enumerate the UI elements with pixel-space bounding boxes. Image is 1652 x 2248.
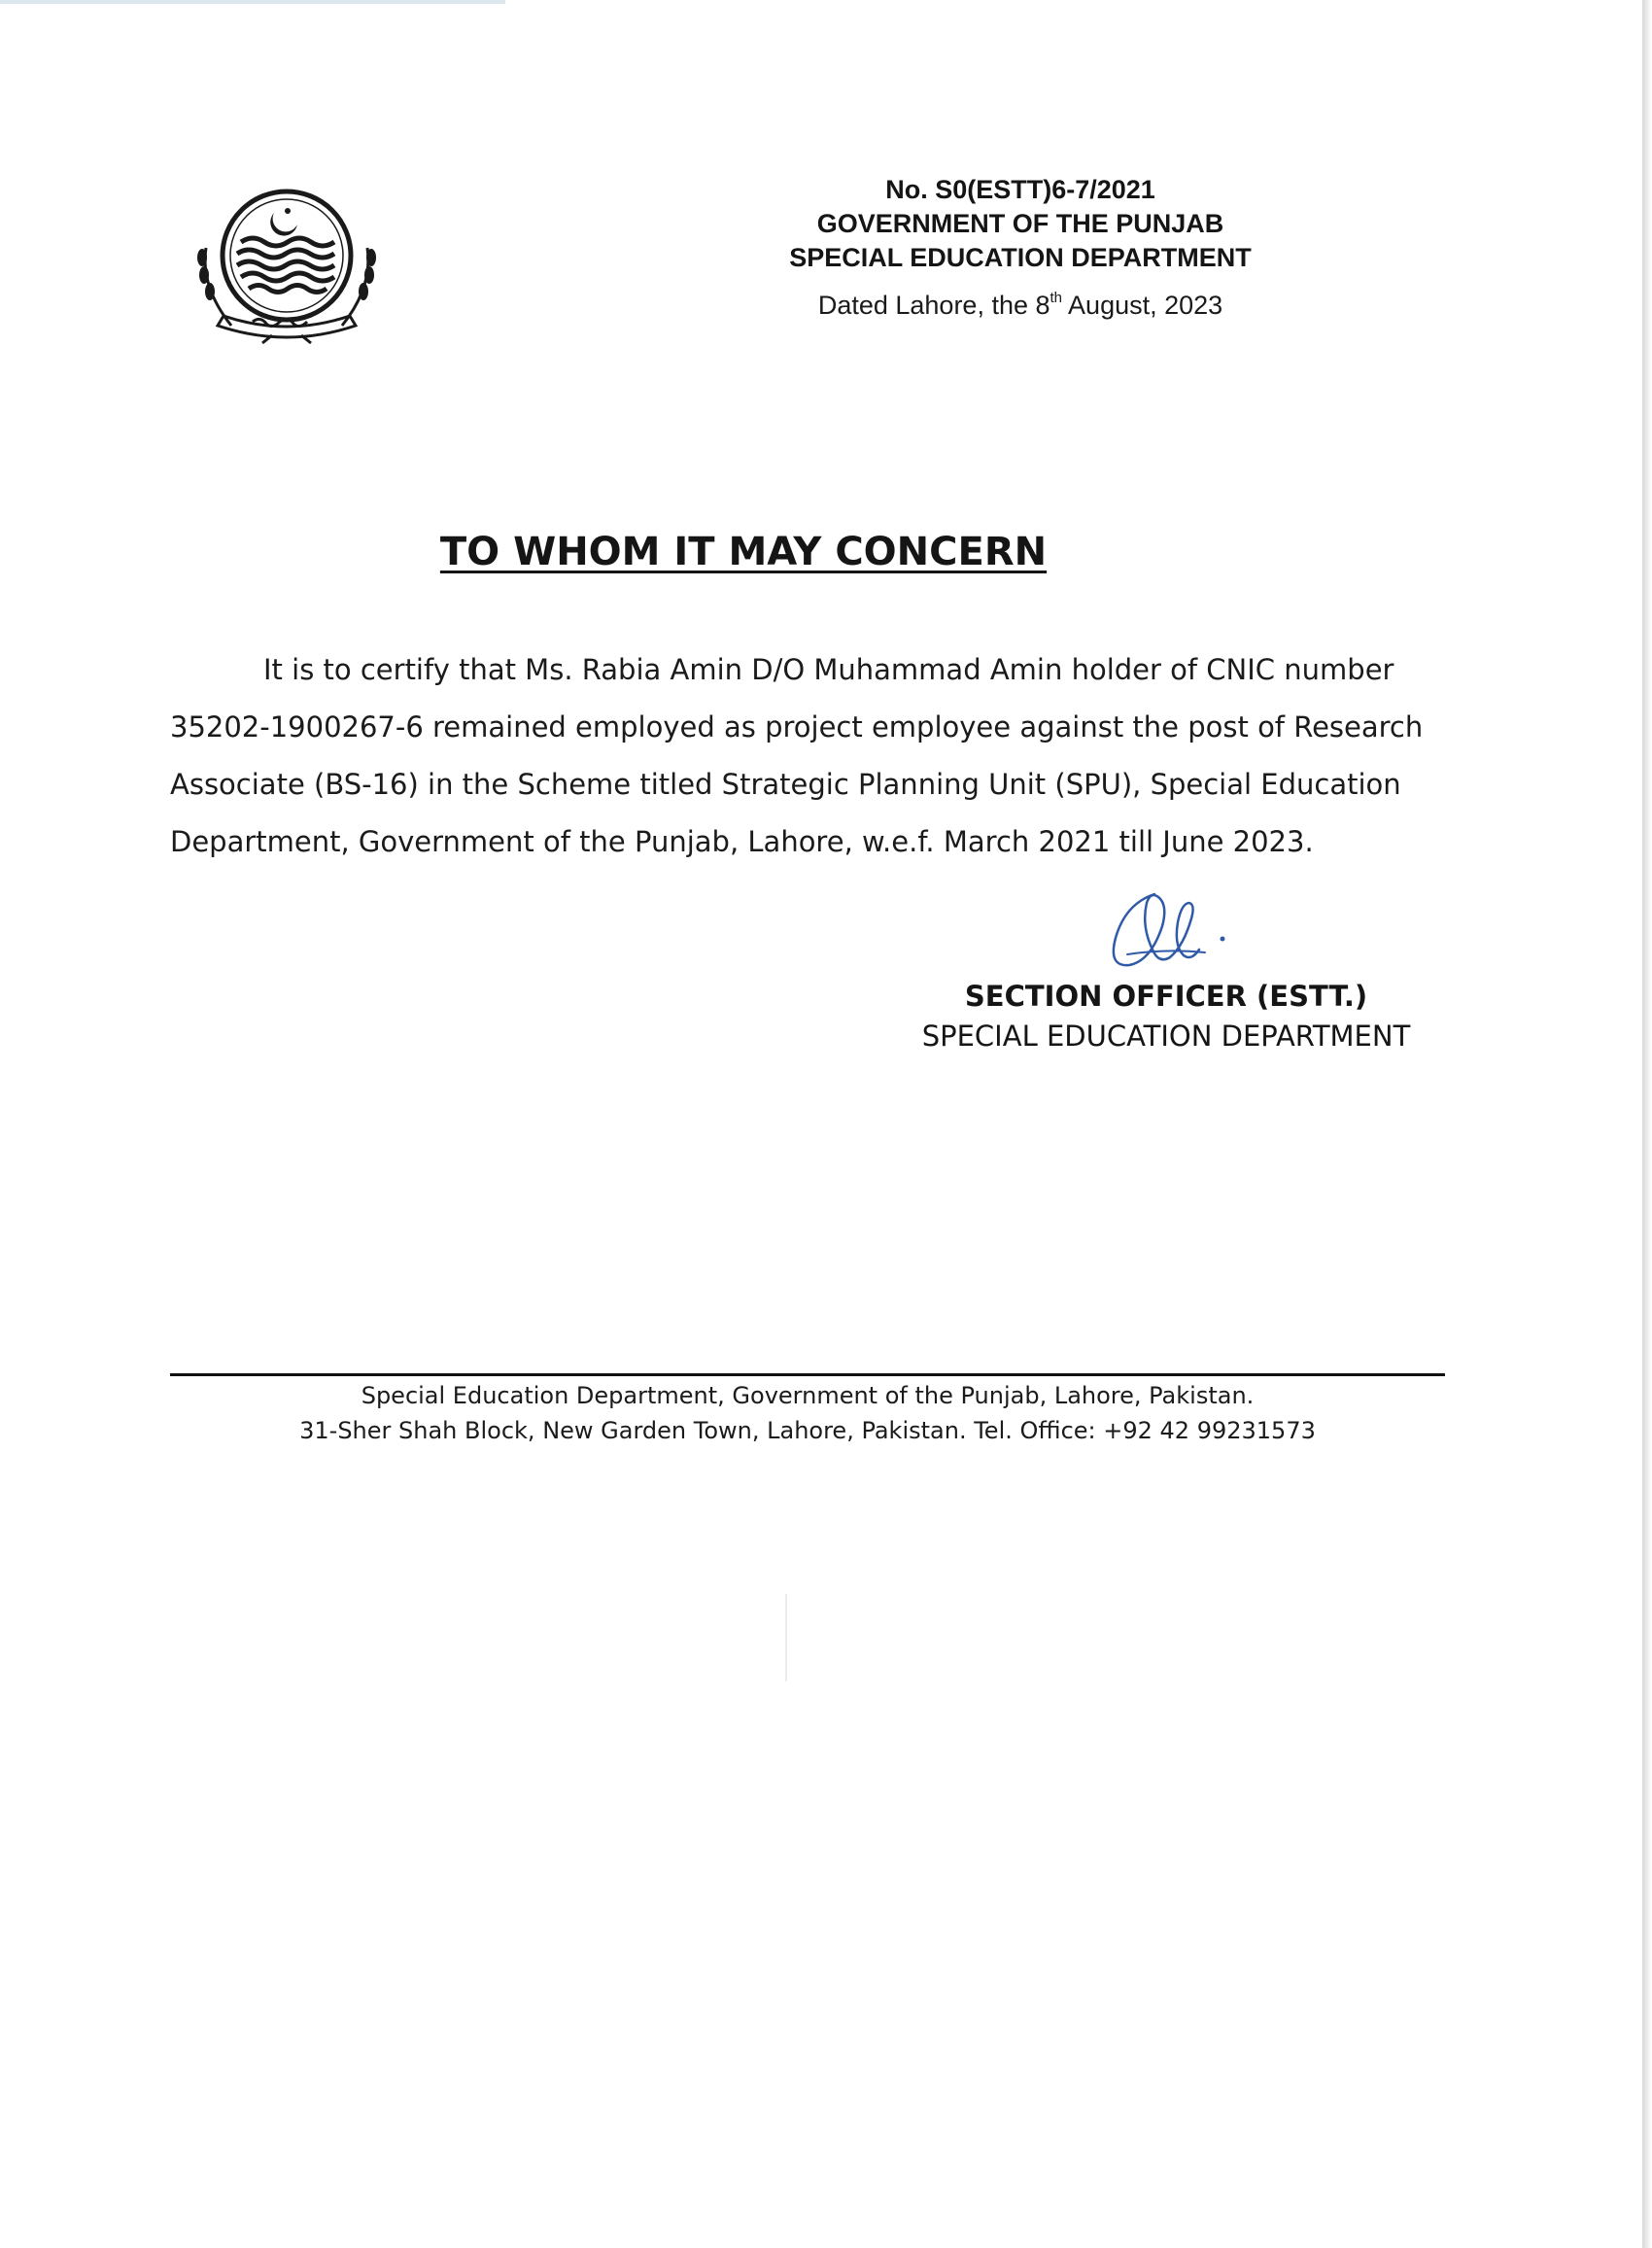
dated-line [739,290,1302,321]
signatory-title: SECTION OFFICER (ESTT.) [964,980,1368,1013]
handwritten-signature-icon [1098,875,1244,977]
signatory-block [894,977,1438,1056]
body-line-2: 35202-1900267-6 remained employed as project employee against the post of Research [170,710,1424,744]
footer-line-2: 31-Sher Shah Block, New Garden Town, Lahore, Pakistan. Tel. Office: +92 42 99231573 [299,1417,1316,1444]
dated-suffix: August, 2023 [1062,291,1223,320]
signatory-department: SPECIAL EDUCATION DEPARTMENT [921,1020,1411,1053]
footer [170,1378,1445,1448]
scan-edge-right [1642,0,1652,2248]
letter-title: TO WHOM IT MAY CONCERN [439,530,1048,574]
scan-artifact [785,1594,787,1681]
department-name: SPECIAL EDUCATION DEPARTMENT [789,243,1252,272]
dated-prefix: Dated Lahore, the 8 [817,291,1050,320]
scan-edge-top [0,0,505,4]
certificate-body [170,641,1433,871]
reference-number: No. S0(ESTT)6-7/2021 [885,175,1155,204]
government-name: GOVERNMENT OF THE PUNJAB [816,209,1224,238]
body-line-4: Department, Government of the Punjab, Lahore, w.e.f. March 2021 till June 2023. [170,825,1314,858]
footer-line-1: Special Education Department, Government of the Punjab, Lahore, Pakistan. [361,1382,1255,1409]
body-line-3: Associate (BS-16) in the Scheme titled Strategic Planning Unit (SPU), Special Education [170,768,1401,801]
letterhead [739,173,1302,275]
dated-ordinal-suffix: th [1050,290,1063,306]
body-line-1: It is to certify that Ms. Rabia Amin D/O Muhammad Amin holder of CNIC number [263,653,1394,686]
footer-divider [170,1373,1445,1376]
punjab-government-emblem-icon [185,180,389,345]
